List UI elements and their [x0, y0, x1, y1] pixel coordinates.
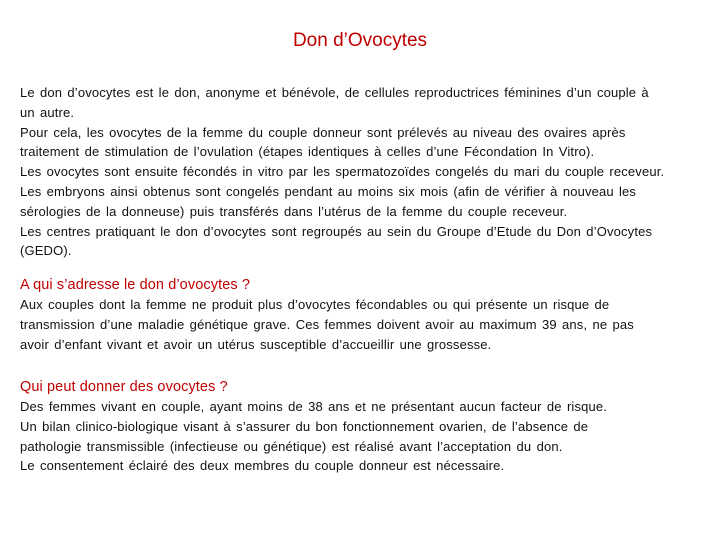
section-paragraph [20, 397, 710, 476]
text-line: Les embryons ainsi obtenus sont congelés pendant au moins six mois (afin de vérifier à nouveau les [20, 183, 637, 199]
text-line: Le don d’ovocytes est le don, anonyme et bénévole, de cellules reproductrices féminines d’un couple à [20, 85, 649, 100]
section-paragraph [20, 295, 710, 354]
intro-paragraph [20, 83, 710, 261]
text-line: traitement de stimulation de l’ovulation (étapes identiques à celles d’une Fécondation In Vitro). [20, 144, 595, 160]
text-line: Les centres pratiquant le don d’ovocytes sont regroupés au sein du Groupe d’Etude du Don d’Ovocytes [20, 223, 653, 239]
text-line: avoir d’enfant vivant et avoir un utérus susceptible d’accueillir une grossesse. [20, 336, 492, 352]
text-line: Un bilan clinico-biologique visant à s’assurer du bon fonctionnement ovarien, de l’absence de [20, 418, 589, 434]
text-line: un autre. [20, 104, 75, 120]
text-line: sérologies de la donneuse) puis transférés dans l’utérus de la femme du couple receveur. [20, 203, 568, 219]
section-heading: A qui s’adresse le don d’ovocytes ? [20, 277, 250, 293]
text-line: Des femmes vivant en couple, ayant moins de 38 ans et ne présentant aucun facteur de risque. [20, 399, 608, 414]
text-line: transmission d’une maladie génétique grave. Ces femmes doivent avoir au maximum 39 ans, ne pas [20, 316, 634, 332]
text-line: Le consentement éclairé des deux membres du couple donneur est nécessaire. [20, 458, 505, 474]
text-line: Pour cela, les ovocytes de la femme du couple donneur sont prélevés au niveau des ovaires après [20, 124, 626, 140]
section-qui-adresse [20, 275, 710, 354]
section-qui-donner [20, 377, 710, 476]
text-line: (GEDO). [20, 243, 72, 259]
text-line: Les ovocytes sont ensuite fécondés in vitro par les spermatozoïdes congelés du mari du couple receveur. [20, 164, 665, 180]
page-title: Don d’Ovocytes [292, 30, 428, 51]
section-heading: Qui peut donner des ovocytes ? [20, 379, 228, 395]
text-line: Aux couples dont la femme ne produit plus d’ovocytes fécondables ou qui présente un risque de [20, 297, 610, 312]
intro-section [20, 83, 710, 261]
text-line: pathologie transmissible (infectieuse ou génétique) est réalisé avant l’acceptation du don. [20, 438, 563, 454]
